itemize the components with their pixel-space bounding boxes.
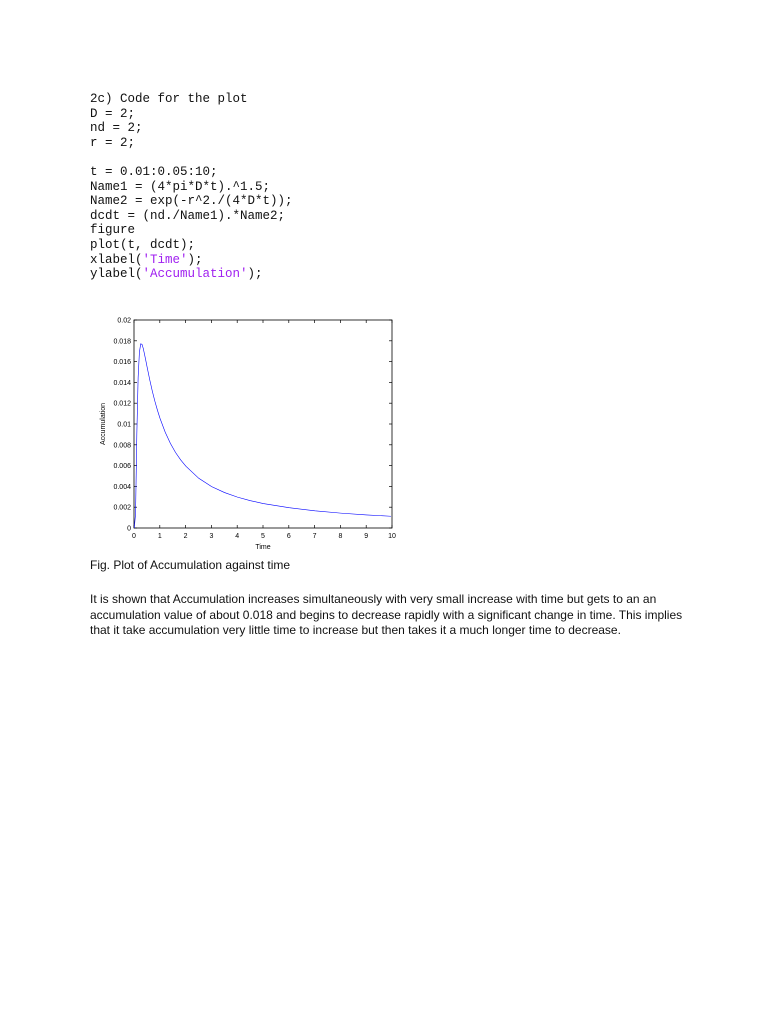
code-line [90,238,293,253]
x-tick-label: 4 [235,533,240,540]
code-text: r = 2; [90,135,136,150]
code-text: Name2 = exp(-r^2./(4*D*t)); [90,194,293,209]
body-paragraph: It is shown that Accumulation increases simultaneously with very small increase with time but gets to an an accumulation value of about 0.018 and begins to decrease rapidly with a significant change in time. This implies that it take accumulation very little time to increase but then takes it a much longer time to decrease. [90,592,683,638]
code-listing [90,92,293,282]
code-line [90,107,293,122]
y-tick-label: 0.016 [113,359,131,367]
code-text: Name1 = (4*pi*D*t).^1.5; [90,179,271,194]
x-tick-label: 2 [183,533,188,540]
code-text: 2c) Code for the plot [90,92,248,106]
y-tick-label: 0.012 [113,400,131,408]
code-line [90,194,293,209]
y-tick-label: 0.004 [113,483,131,491]
code-text: t = 0.01:0.05:10; [90,164,218,179]
x-tick-label: 0 [132,533,136,540]
plot-frame [134,320,392,528]
code-line [90,121,293,136]
y-tick-label: 0.01 [117,421,131,429]
y-tick-label: 0.006 [113,463,131,471]
x-tick-label: 5 [261,533,265,540]
y-axis-label: Accumulation [100,402,107,446]
x-axis-label: Time [255,544,271,551]
code-line [90,253,293,268]
code-text: figure [90,223,136,238]
y-tick-label: 0.002 [113,504,131,512]
accumulation-figure [96,312,406,557]
code-text: D = 2; [90,106,136,121]
code-string: 'Accumulation' [142,267,248,282]
x-tick-label: 10 [388,533,396,540]
code-line [90,136,293,151]
x-tick-label: 3 [209,533,214,540]
code-line [90,165,293,180]
code-line [90,223,293,238]
y-tick-label: 0.02 [117,317,131,325]
y-tick-label: 0 [127,525,131,533]
code-text: xlabel( [90,252,143,267]
code-line [90,267,293,282]
y-tick-label: 0.014 [113,379,131,387]
x-tick-label: 8 [338,533,343,540]
x-tick-label: 9 [364,533,369,540]
code-line [90,209,293,224]
x-tick-label: 1 [157,533,162,540]
x-tick-label: 7 [312,533,317,540]
code-line [90,150,293,165]
y-tick-label: 0.018 [113,338,131,346]
code-string: 'Time' [142,252,188,267]
code-text: ); [187,252,203,267]
code-text: nd = 2; [90,121,143,136]
code-text: ); [247,267,263,282]
code-text: plot(t, dcdt); [90,237,196,252]
accumulation-chart [96,312,406,557]
y-tick-label: 0.008 [113,442,131,450]
code-line [90,180,293,195]
figure-caption: Fig. Plot of Accumulation against time [90,558,291,572]
code-text: ylabel( [90,267,143,282]
x-tick-label: 6 [286,533,291,540]
code-line [90,92,293,107]
code-text: dcdt = (nd./Name1).*Name2; [90,208,286,223]
